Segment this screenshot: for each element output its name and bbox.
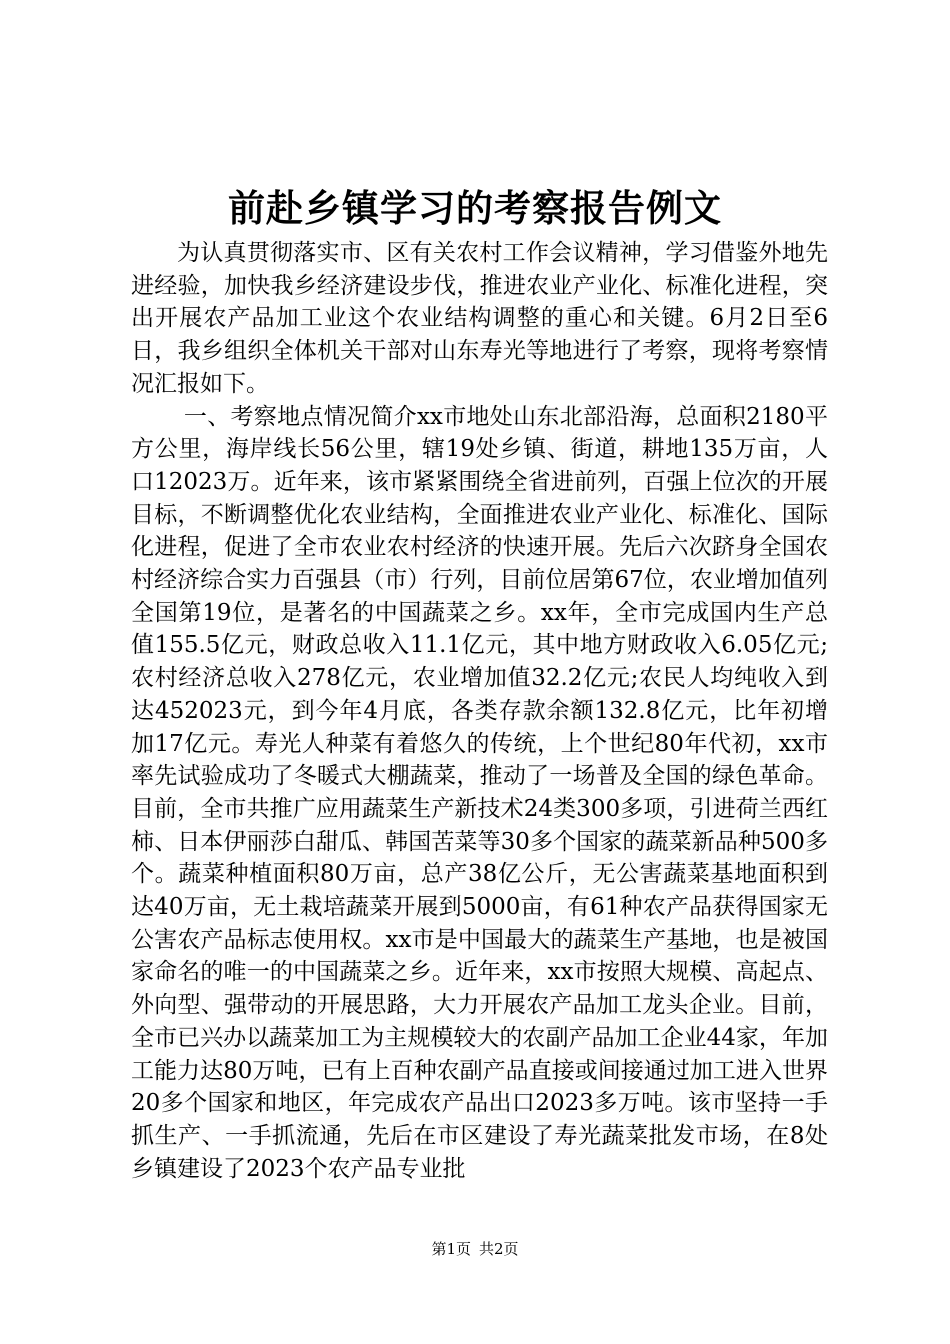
document-body xyxy=(131,237,828,1185)
page-total: 共2页 xyxy=(479,1240,519,1258)
document-title: 前赴乡镇学习的考察报告例文 xyxy=(228,186,722,230)
paragraph-intro: 为认真贯彻落实市、区有关农村工作会议精神，学习借鉴外地先进经验，加快我乡经济建设步伐，推进农业产业化、标准化进程，突出开展农产品加工业这个农业结构调整的重心和关键。6月2日至6日，我乡组织全体机关干部对山东寿光等地进行了考察，现将考察情况汇报如下。 xyxy=(131,240,828,397)
page-footer xyxy=(0,1239,950,1259)
page-number: 第1页 xyxy=(431,1240,471,1258)
paragraph-overview: 一、考察地点情况简介xx市地处山东北部沿海，总面积2180平方公里，海岸线长56公里，辖19处乡镇、街道，耕地135万亩，人口12023万。近年来，该市紧紧围绕全省进前列，百强上位次的开展目标，不断调整优化农业结构，全面推进农业产业化、标准化、国际化进程，促进了全市农业农村经济的快速开展。先后六次跻身全国农村经济综合实力百强县（市）行列，目前位居第67位，农业增加值列全国第19位，是著名的中国蔬菜之乡。xx年，全市完成国内生产总值155.5亿元，财政总收入11.1亿元，其中地方财政收入6.05亿元;农村经济总收入278亿元，农业增加值32.2亿元;农民人均纯收入到达452023元，到今年4月底，各类存款余额132.8亿元，比年初增加17亿元。寿光人种菜有着悠久的传统，上个世纪80年代初，xx市率先试验成功了冬暖式大棚蔬菜，推动了一场普及全国的绿色革命。目前，全市共推广应用蔬菜生产新技术24类300多项，引进荷兰西红柿、日本伊丽莎白甜瓜、韩国苦菜等30多个国家的蔬菜新品种500多个。蔬菜种植面积80万亩，总产38亿公斤，无公害蔬菜基地面积到达40万亩，无土栽培蔬菜开展到5000亩，有61种农产品获得国家无公害农产品标志使用权。xx市是中国最大的蔬菜生产基地，也是被国家命名的唯一的中国蔬菜之乡。近年来，xx市按照大规模、高起点、外向型、强带动的开展思路，大力开展农产品加工龙头企业。目前，全市已兴办以蔬菜加工为主规模较大的农副产品加工企业44家，年加工能力达80万吨，已有上百种农副产品直接或间接通过加工进入世界20多个国家和地区，年完成农产品出口2023多万吨。该市坚持一手抓生产、一手抓流通，先后在市区建设了寿光蔬菜批发市场，在8处乡镇建设了2023个农产品专业批 xyxy=(131,403,828,1182)
